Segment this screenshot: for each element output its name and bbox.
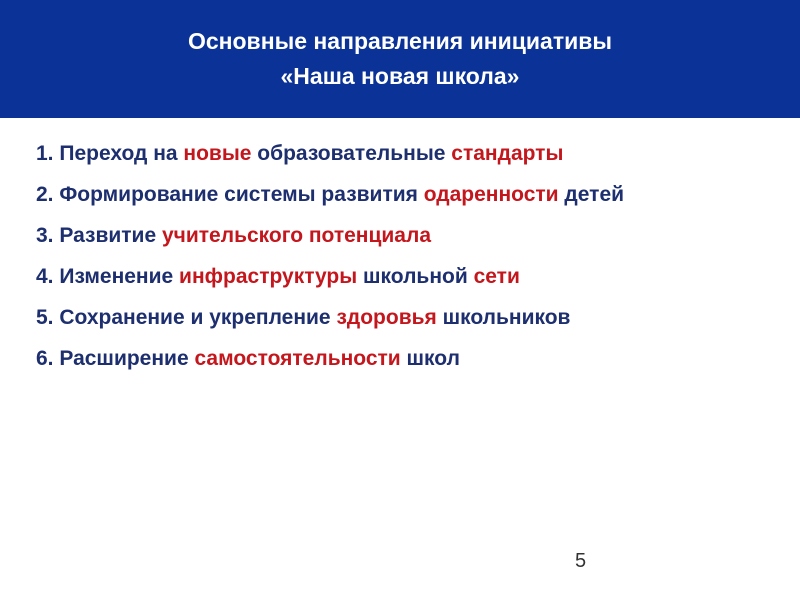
list-item [36,303,776,333]
item-text: детей [558,183,625,206]
slide-header [0,0,800,118]
list-item [36,344,776,374]
highlighted-text: инфраструктуры [179,265,358,288]
highlighted-text: самостоятельности [194,347,401,370]
slide-title-line-1: Основные направления инициативы [187,28,613,54]
item-text: школ [400,347,460,370]
list-item [36,221,776,251]
item-text: 1. Переход на [36,142,184,165]
list-item [36,262,776,292]
item-text: образовательные [251,142,452,165]
highlighted-text: стандарты [451,142,564,165]
item-text: 3. Развитие [36,224,162,247]
item-text: школьников [436,306,571,329]
page-number: 5 [575,550,587,572]
highlighted-text: сети [473,265,520,288]
item-text: школьной [357,265,474,288]
list-item [36,180,776,210]
list-item [36,139,776,169]
item-text: 2. Формирование системы развития [36,183,424,206]
item-text: 4. Изменение [36,265,180,288]
item-text: 6. Расширение [36,347,195,370]
highlighted-text: учительского потенциала [161,224,432,247]
highlighted-text: здоровья [336,306,437,329]
highlighted-text: новые [183,142,252,165]
highlighted-text: одаренности [423,183,559,206]
initiative-list [36,139,776,385]
item-text: 5. Сохранение и укрепление [36,306,337,329]
slide-title-line-2: «Наша новая школа» [280,63,520,89]
